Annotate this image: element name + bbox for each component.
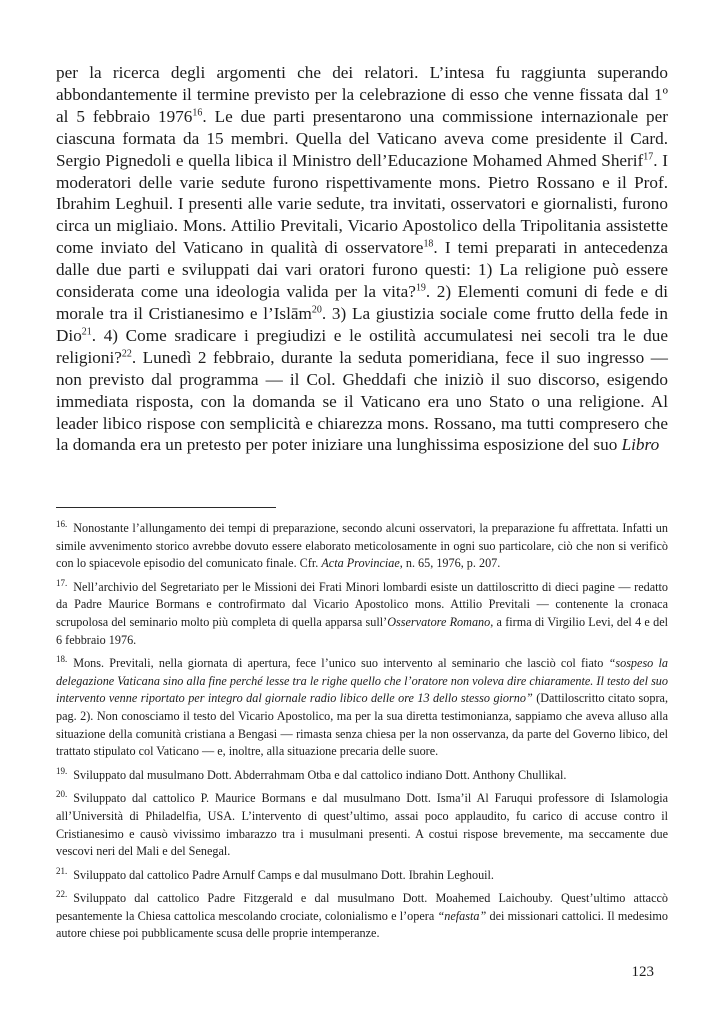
footnote-ref-17: 17 [643, 150, 654, 162]
footnote-ref-19: 19 [415, 282, 426, 294]
footnote-text: Nonostante l’allungamento dei tempi di preparazione, secondo alcuni osservatori, la preparazione fu affrettata. Infatti un simile avvenimento storico avrebbe dovuto essere elaborato meticolosamente in ogni suo particolare, ciò che non si verificò con lo spiacevole episodio del comunicato finale. Cfr. [56, 521, 668, 571]
text-span: . Le due parti presentarono una commissione internazionale per ciascuna formata da 15 membri. Quella del Vaticano aveva come presidente il Card. Sergio Pignedoli e quella libica il Ministro dell’Educazione Mohamed Ahmed Sherif [56, 106, 669, 170]
footnote-ref-22: 22 [121, 348, 132, 360]
footnote-text: Nell’archivio del Segretariato per le Missioni dei Frati Minori lombardi esiste un dattiloscritto di dieci pagine — redatto da Padre Maurice Bormans e controfirmato dal Vicario Apostolico mons. Attilio Previtali — contenente la cronaca scrupolosa del seminario molto più completa di quella apparsa sull’ [56, 579, 668, 629]
footnote-number: 17. [56, 577, 68, 588]
main-paragraph [56, 62, 668, 456]
page-number: 123 [631, 964, 654, 980]
text-span: . 3) La giustizia sociale come frutto della fede in Dio [56, 303, 668, 345]
footnote-number: 18. [56, 654, 68, 665]
footnote-number: 20. [56, 789, 68, 800]
footnote-text: Sviluppato dal musulmano Dott. Abderrahmam Otba e dal cattolico indiano Dott. Anthony Chullikal. [73, 767, 567, 782]
footnote-22 [56, 890, 668, 943]
text-span: . 2) Elementi comuni di fede e di morale tra il Cristianesimo e l’Islām [56, 282, 668, 323]
footnote-italic: “sospeso la delegazione Vaticana sino alla fine perché lesse tra le righe quello che l’oratore non voleva dire chiaramente. Il testo del suo intervento venne riportato per integro dal giornale radio libico delle ore 13 dello stesso giorno” [56, 656, 668, 706]
text-span: . I moderatori delle varie sedute furono rispettivamente mons. Pietro Rossano e il Prof. Ibrahim Leghuil. I presenti alle varie sedute, tra invitati, osservatori e giornalisti, furono circa un migliaio. Mons. Attilio Previtali, Vicario Apostolico della Tripolitania assistette come inviato del Vaticano in qualità di osservatore [56, 150, 668, 258]
footnote-italic: Acta Provinciae [321, 556, 400, 571]
footnote-ref-18: 18 [423, 238, 434, 250]
footnote-17 [56, 579, 668, 649]
book-title-italic: Libro [621, 435, 660, 455]
footnote-text: , a firma di Virgilio Levi, del 4 e del 6 febbraio 1976. [56, 614, 668, 647]
footnote-number: 22. [56, 889, 68, 900]
footnote-number: 21. [56, 865, 68, 876]
text-span: per la ricerca degli argomenti che dei relatori. L’intesa fu raggiunta superando abbondantemente il termine previsto per la celebrazione di esso che venne fissata dal 1º al 5 febbraio 1976 [56, 63, 668, 126]
footnote-number: 19. [56, 765, 68, 776]
footnote-20 [56, 790, 668, 860]
footnote-ref-21: 21 [81, 326, 92, 338]
footnote-italic: Osservatore Romano [387, 614, 491, 629]
footnote-19 [56, 767, 668, 785]
text-span: . Lunedì 2 febbraio, durante la seduta pomeridiana, fece il suo ingresso — non previsto dal programma — il Col. Gheddafi che iniziò il suo discorso, esigendo immediata risposta, con la domanda se il Vaticano era uno Stato o una religione. Al leader libico rispose con semplicità e chiarezza mons. Rossano, ma tutti compresero che la domanda era un pretesto per poter iniziare una lunghissima esposizione del suo [56, 347, 668, 455]
footnote-ref-20: 20 [311, 304, 322, 316]
footnote-21 [56, 867, 668, 885]
footnote-text: dei missionari cattolici. Il medesimo autore chiese poi pubblicamente scusa delle proprie intemperanze. [56, 908, 669, 941]
footnote-16 [56, 520, 668, 573]
text-span: . I temi preparati in antecedenza dalle due parti e sviluppati dai vari oratori furono questi: 1) La religione può essere considerata come una ideologia valida per la vita? [56, 238, 668, 302]
footnote-separator [56, 507, 276, 508]
footnote-ref-16: 16 [192, 107, 203, 119]
footnote-number: 16. [56, 518, 68, 529]
footnotes [56, 520, 668, 949]
footnote-text: Sviluppato dal cattolico Padre Arnulf Camps e dal musulmano Dott. Ibrahin Leghouil. [73, 867, 494, 882]
text-span: . 4) Come sradicare i pregiudizi e le ostilità accumulatesi nei secoli tra le due religioni? [56, 325, 668, 367]
footnote-italic: “nefasta” [437, 908, 487, 923]
footnote-18 [56, 655, 668, 761]
footnote-text: (Dattiloscritto citato sopra, pag. 2). Non conosciamo il testo del Vicario Apostolico, ma per la sua diretta testimonianza, sappiamo che aveva alluso alla situazione della comunità cristiana a Bengasi — rimasta senza chiesa per la non osservanza, da parte del Governo libico, del trattato stipulato col Vaticano — e, inoltre, alla situazione precaria delle suore. [56, 691, 668, 759]
footnote-text: Sviluppato dal cattolico P. Maurice Bormans e dal musulmano Dott. Isma’il Al Faruqui professore di Islamologia all’Università di Philadelfia, USA. L’intervento di quest’ultimo, assai poco applaudito, fu carico di accuse contro il Cristianesimo e causò vivissimo imbarazzo tra i musulmani presenti. A costui rispose brevemente, ma seccamente due vescovi neri del Mali e del Senegal. [56, 791, 668, 859]
footnote-text: , n. 65, 1976, p. 207. [399, 556, 501, 571]
footnote-text: Mons. Previtali, nella giornata di apertura, fece l’unico suo intervento al seminario che lasciò col fiato [73, 656, 609, 671]
footnote-text: Sviluppato dal cattolico Padre Fitzgerald e dal musulmano Dott. Moahemed Laichouby. Quest’ultimo attaccò pesantemente la Chiesa cattolica mescolando crociate, colonialismo e l’opera [56, 891, 668, 923]
